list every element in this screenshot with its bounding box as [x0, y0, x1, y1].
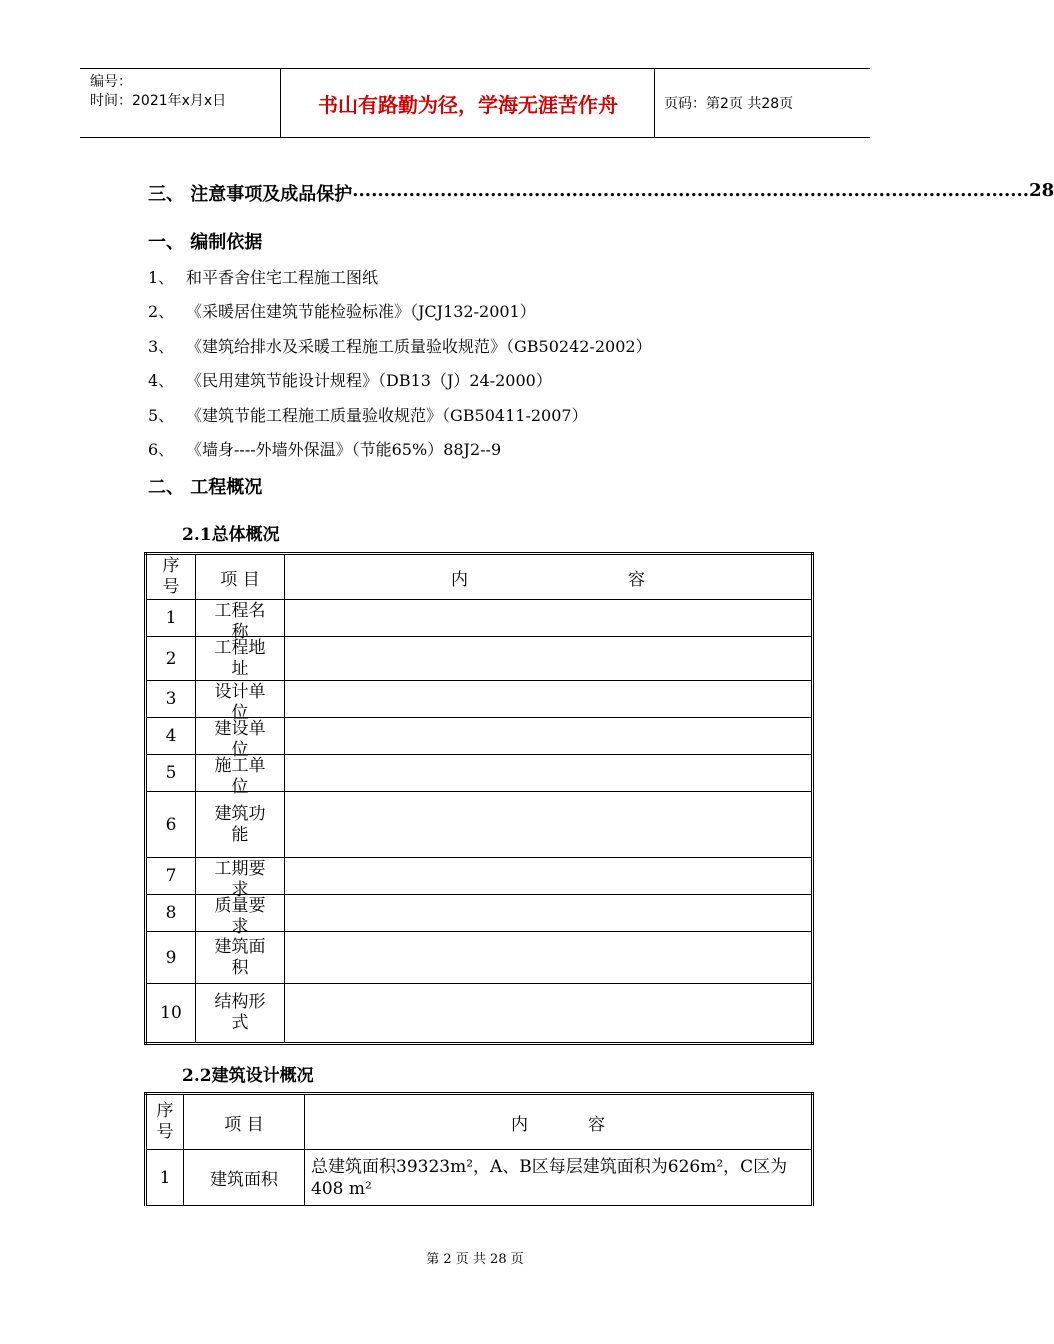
content-cell	[285, 755, 813, 792]
header-divider	[280, 69, 281, 137]
content-cell	[285, 637, 813, 681]
page-footer: 第 2 页 共 28 页	[426, 1252, 524, 1267]
table-row: 8 质量要求	[146, 895, 813, 932]
content-cell	[285, 600, 813, 637]
design-table	[144, 1092, 814, 1206]
header-motto: 书山有路勤为径，学海无涯苦作舟	[318, 92, 618, 117]
header-meta	[90, 73, 226, 111]
basis-item: 1、 和平香舍住宅工程施工图纸	[148, 268, 379, 287]
header-divider	[654, 69, 655, 137]
table-row: 9 建筑面积	[146, 932, 813, 984]
table-row: 4 建设单位	[146, 718, 813, 755]
subsection-design: 2.2建筑设计概况	[182, 1066, 314, 1086]
content-cell	[285, 984, 813, 1044]
table-row: 1 建筑面积 总建筑面积39323m²，A、B区每层建筑面积为626m²，C区为408 m²	[146, 1150, 813, 1206]
table-header-row	[146, 1094, 813, 1150]
section-title-basis: 一、 编制依据	[148, 232, 263, 253]
basis-item: 4、 《民用建筑节能设计规程》（DB13（J）24-2000）	[148, 371, 552, 390]
table-row: 6 建筑功能	[146, 792, 813, 858]
basis-item: 5、 《建筑节能工程施工质量验收规范》（GB50411-2007）	[148, 406, 588, 425]
toc-label: 三、 注意事项及成品保护	[148, 184, 353, 205]
section-title-overview: 二、 工程概况	[148, 477, 263, 498]
header-page-info: 页码：第2页 共28页	[664, 96, 794, 112]
content-cell: 总建筑面积39323m²，A、B区每层建筑面积为626m²，C区为408 m²	[305, 1150, 813, 1206]
content-cell	[285, 718, 813, 755]
toc-entry	[148, 180, 1054, 206]
header-content: 内 容	[285, 554, 813, 600]
table-header-row	[146, 554, 813, 600]
time-label: 时间：2021年x月x日	[90, 93, 227, 109]
content-cell	[285, 681, 813, 718]
toc-page: 28	[1029, 180, 1054, 201]
overall-table	[144, 552, 814, 1045]
content-cell	[285, 858, 813, 895]
table-row: 7 工期要求	[146, 858, 813, 895]
table-row: 1 工程名称	[146, 600, 813, 637]
content-cell	[285, 895, 813, 932]
basis-item: 2、 《采暖居住建筑节能检验标准》（JCJ132-2001）	[148, 302, 536, 321]
header-item: 项 目	[196, 554, 285, 600]
table-row: 2 工程地址	[146, 637, 813, 681]
table-row: 10 结构形式	[146, 984, 813, 1044]
subsection-overall: 2.1总体概况	[182, 525, 280, 545]
table-row: 3 设计单位	[146, 681, 813, 718]
serial-label: 编号：	[90, 74, 132, 90]
table-row: 5 施工单位	[146, 755, 813, 792]
basis-item: 3、 《建筑给排水及采暖工程施工质量验收规范》（GB50242-2002）	[148, 337, 652, 356]
basis-item: 6、 《墙身----外墙外保温》（节能65%）88J2--9	[148, 440, 502, 459]
page-header	[80, 68, 870, 138]
header-no: 序号	[156, 1101, 174, 1142]
content-cell	[285, 792, 813, 858]
content-cell	[285, 932, 813, 984]
header-no: 序号	[162, 556, 180, 597]
header-item: 项 目	[184, 1094, 305, 1150]
toc-leader-dots: ............................................................................................................	[352, 180, 1030, 201]
header-content: 内 容	[305, 1094, 813, 1150]
